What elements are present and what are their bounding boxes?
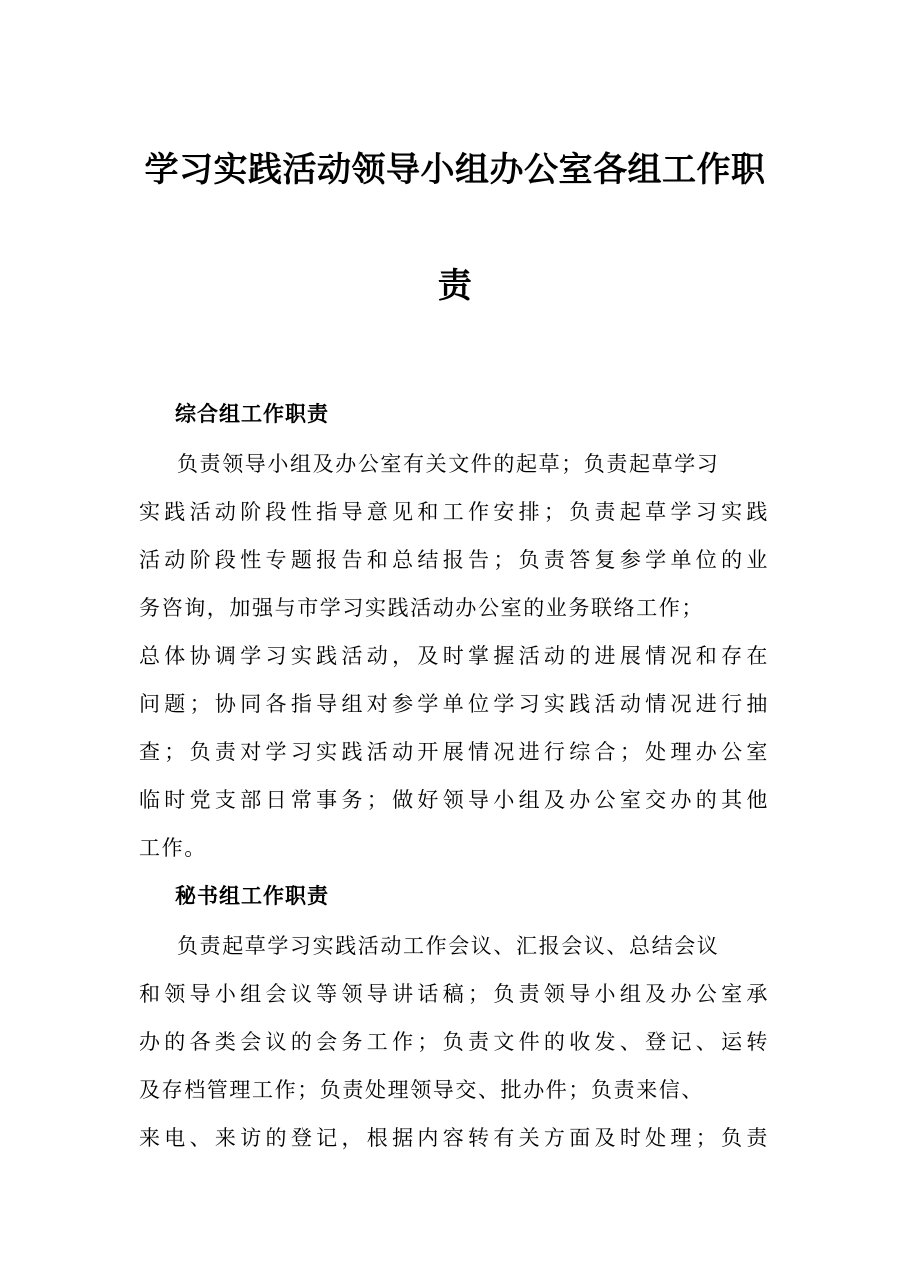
paragraph-line: 临时党支部日常事务；做好领导小组及办公室交办的其他 [139, 788, 769, 812]
paragraph-line: 查；负责对学习实践活动开展情况进行综合；处理办公室 [139, 740, 769, 764]
paragraph-line: 活动阶段性专题报告和总结报告；负责答复参学单位的业 [139, 548, 769, 572]
paragraph-line: 总体协调学习实践活动，及时掌握活动的进展情况和存在 [139, 644, 769, 668]
document-title-line-1: 学习实践活动领导小组办公室各组工作职 [144, 150, 766, 190]
paragraph-line: 办的各类会议的会务工作；负责文件的收发、登记、运转 [139, 1030, 769, 1054]
paragraph-line: 来电、来访的登记，根据内容转有关方面及时处理；负责 [139, 1126, 769, 1150]
paragraph-line: 负责起草学习实践活动工作会议、汇报会议、总结会议 [177, 934, 720, 958]
paragraph-line: 和领导小组会议等领导讲话稿；负责领导小组及办公室承 [139, 982, 769, 1006]
document-title-line-2: 责 [437, 266, 473, 306]
paragraph-line: 及存档管理工作；负责处理领导交、批办件；负责来信、 [139, 1078, 704, 1102]
paragraph-line: 负责领导小组及办公室有关文件的起草；负责起草学习 [177, 452, 720, 476]
paragraph-line: 工作。 [139, 836, 207, 860]
paragraph-line: 实践活动阶段性指导意见和工作安排；负责起草学习实践 [139, 500, 769, 524]
paragraph-line: 务咨询，加强与市学习实践活动办公室的业务联络工作； [139, 596, 704, 620]
section-heading-secretariat: 秘书组工作职责 [175, 883, 329, 908]
paragraph-line: 问题；协同各指导组对参学单位学习实践活动情况进行抽 [139, 692, 769, 716]
section-heading-comprehensive: 综合组工作职责 [175, 401, 329, 426]
